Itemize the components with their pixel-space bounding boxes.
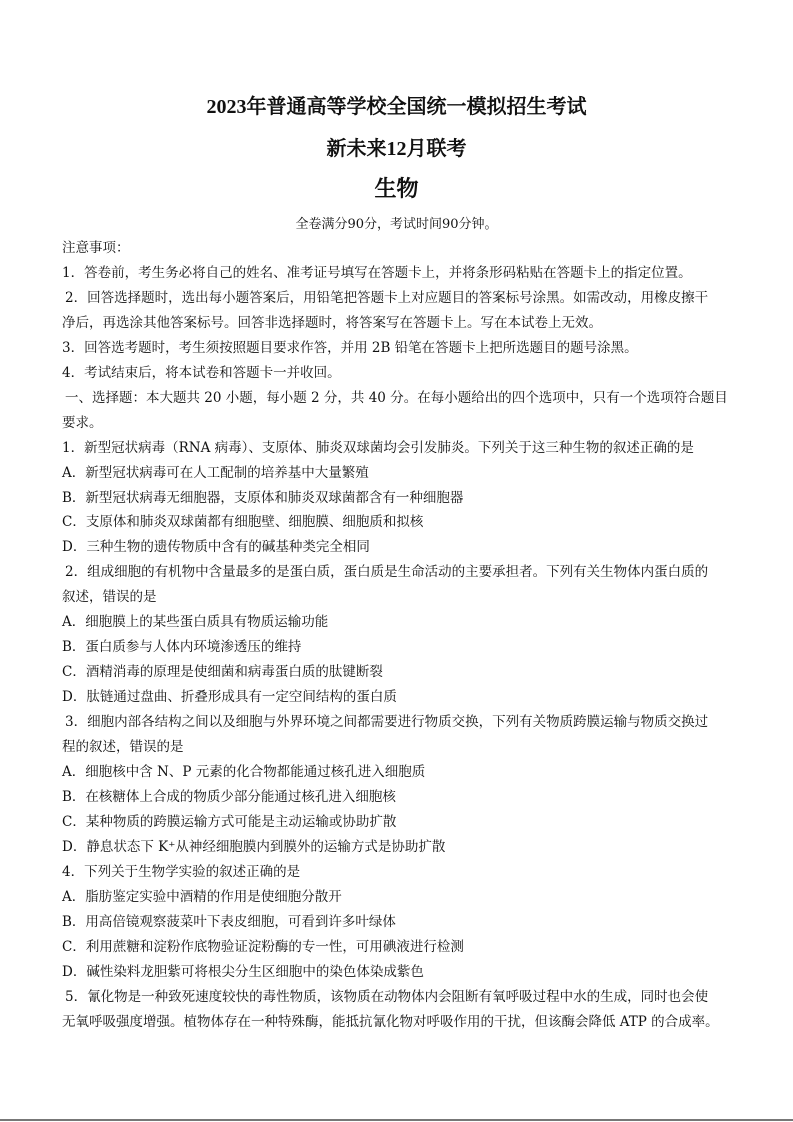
text-line: 1．答卷前，考生务必将自己的姓名、准考证号填写在答题卡上，并将条形码粘贴在答题卡上的指定位置。: [62, 264, 692, 281]
text-line: 一、选择题：本大题共 20 小题，每小题 2 分，共 40 分。在每小题给出的四个选项中，只有一个选项符合题目: [65, 389, 728, 406]
text-line: 叙述，错误的是: [62, 589, 157, 606]
text-line: C．支原体和肺炎双球菌都有细胞壁、细胞膜、细胞质和拟核: [62, 514, 424, 531]
exam-subtitle: 新未来12月联考: [326, 138, 467, 160]
text-line: D．碱性染料龙胆紫可将根尖分生区细胞中的染色体染成紫色: [62, 963, 424, 980]
text-line: B．在核糖体上合成的物质少部分能通过核孔进入细胞核: [62, 788, 396, 805]
text-line: A．细胞膜上的某些蛋白质具有物质运输功能: [62, 614, 329, 631]
text-line: B．用高倍镜观察菠菜叶下表皮细胞，可看到许多叶绿体: [62, 913, 396, 930]
text-line: 5．氰化物是一种致死速度较快的毒性物质，该物质在动物体内会阻断有氧呼吸过程中水的生成，同时也会使: [65, 988, 709, 1005]
exam-info: 全卷满分90分，考试时间90分钟。: [295, 217, 498, 232]
text-line: 注意事项：: [62, 240, 130, 256]
text-line: 3．细胞内部各结构之间以及细胞与外界环境之间都需要进行物质交换，下列有关物质跨膜运输与物质交换过: [65, 714, 709, 731]
text-line: 无氧呼吸强度增强。植物体存在一种特殊酶，能抵抗氰化物对呼吸作用的干扰，但该酶会降低 ATP 的合成率。: [62, 1013, 719, 1030]
text-line: C．某种物质的跨膜运输方式可能是主动运输或协助扩散: [62, 813, 397, 830]
text-line: 1．新型冠状病毒（RNA 病毒）、支原体、肺炎双球菌均会引发肺炎。下列关于这三种生物的叙述正确的是: [62, 439, 694, 456]
text-line: 净后，再选涂其他答案标号。回答非选择题时，将答案写在答题卡上。写在本试卷上无效。: [62, 314, 602, 331]
text-line: C．酒精消毒的原理是使细菌和病毒蛋白质的肽键断裂: [62, 664, 383, 681]
text-line: D．肽链通过盘曲、折叠形成具有一定空间结构的蛋白质: [62, 689, 397, 706]
text-line: A．脂肪鉴定实验中酒精的作用是使细胞分散开: [62, 888, 342, 905]
text-line: 4．下列关于生物学实验的叙述正确的是: [62, 863, 301, 880]
text-line: 4．考试结束后，将本试卷和答题卡一并收回。: [62, 364, 341, 381]
text-line: 3．回答选考题时，考生须按照题目要求作答，并用 2B 铅笔在答题卡上把所选题目的题号涂黑。: [62, 339, 638, 356]
text-line: 要求。: [62, 414, 103, 431]
text-line: B．新型冠状病毒无细胞器，支原体和肺炎双球菌都含有一种细胞器: [62, 489, 464, 506]
text-line: 2．回答选择题时，选出每小题答案后，用铅笔把答题卡上对应题目的答案标号涂黑。如需改动，用橡皮擦干: [65, 289, 709, 306]
text-line: A．新型冠状病毒可在人工配制的培养基中大量繁殖: [62, 464, 369, 481]
page-bottom-divider: [0, 1119, 793, 1121]
text-line: B．蛋白质参与人体内环境渗透压的维持: [62, 639, 302, 656]
text-line: 2．组成细胞的有机物中含量最多的是蛋白质，蛋白质是生命活动的主要承担者。下列有关生物体内蛋白质的: [65, 564, 709, 581]
text-line: D．静息状态下 K⁺从神经细胞膜内到膜外的运输方式是协助扩散: [62, 838, 446, 855]
exam-title: 2023年普通高等学校全国统一模拟招生考试: [206, 96, 587, 118]
text-line: A．细胞核中含 N、P 元素的化合物都能通过核孔进入细胞质: [62, 764, 426, 781]
text-line: D．三种生物的遗传物质中含有的碱基种类完全相同: [62, 539, 370, 556]
text-line: 程的叙述，错误的是: [62, 739, 184, 756]
subject-title: 生物: [374, 176, 419, 201]
document-body: [62, 236, 742, 1035]
text-line: C．利用蔗糖和淀粉作底物验证淀粉酶的专一性，可用碘液进行检测: [62, 938, 464, 955]
